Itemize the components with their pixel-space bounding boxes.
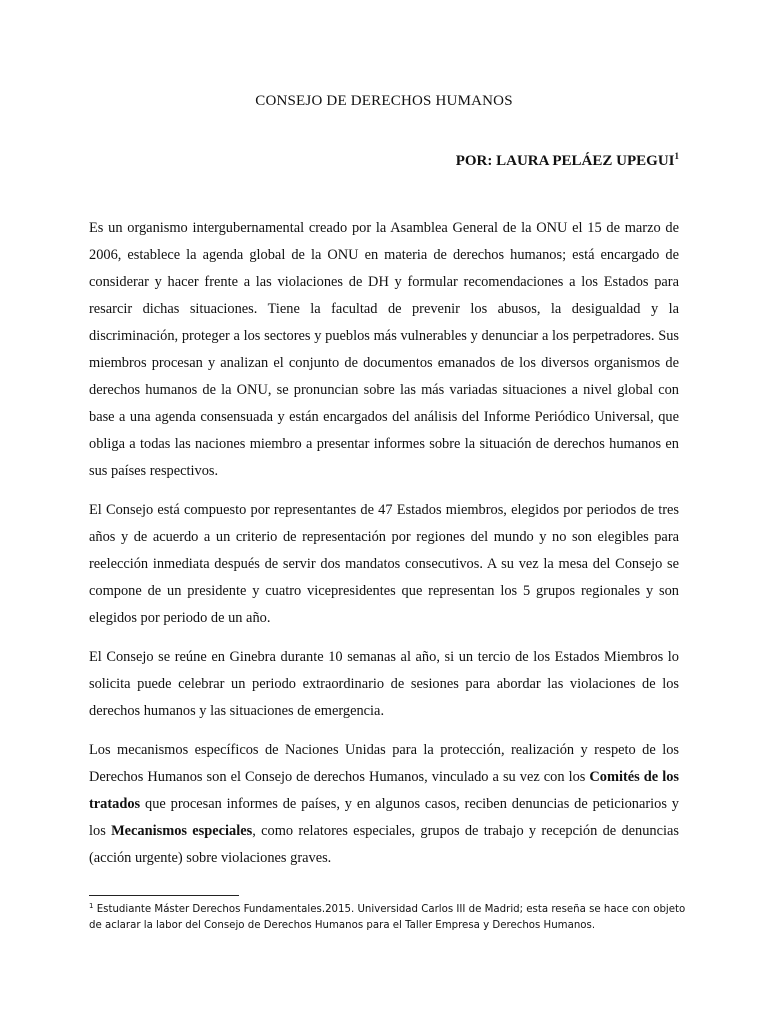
footnote-divider — [89, 895, 239, 896]
footnote-mark: 1 — [89, 902, 94, 910]
paragraph-1: Es un organismo intergubernamental creado por la Asamblea General de la ONU el 15 de marzo de 2006, establece la agenda global de la ONU en materia de derechos humanos; está encargado de considerar y hacer frente a las violaciones de DH y formular recomendaciones a los Estados para resarcir dichas situaciones. Tiene la facultad de prevenir los abusos, la desigualdad y la discriminación, proteger a los sectores y pueblos más vulnerables y denunciar a los perpetradores. Sus miembros procesan y analizan el conjunto de documentos emanados de los diversos organismos de derechos humanos de la ONU, se pronuncian sobre las más variadas situaciones a nivel global con base a una agenda consensuada y están encargados del análisis del Informe Periódico Universal, que obliga a todas las naciones miembro a presentar informes sobre la situación de derechos humanos en sus países respectivos. — [89, 220, 679, 479]
author-line — [456, 151, 679, 170]
paragraph-4-text-3: , como relatores especiales, grupos de trabajo y recepción de denuncias (acción urgente) sobre violaciones graves. — [89, 823, 679, 866]
document-body — [89, 215, 679, 884]
footnote — [89, 898, 689, 934]
paragraph-4-text-2: que procesan informes de países, y en algunos casos, reciben denuncias de peticionarios y los — [89, 796, 679, 839]
paragraph-3: El Consejo se reúne en Ginebra durante 10 semanas al año, si un tercio de los Estados Miembros lo solicita puede celebrar un periodo extraordinario de sesiones para abordar las violaciones de los derechos humanos y las situaciones de emergencia. — [89, 649, 679, 719]
footnote-text: Estudiante Máster Derechos Fundamentales.2015. Universidad Carlos III de Madrid; esta reseña se hace con objeto de aclarar la labor del Consejo de Derechos Humanos para el Taller Empresa y Derechos Humanos. — [89, 904, 686, 931]
paragraph-4-bold-2: Mecanismos especiales — [111, 823, 253, 839]
paragraph-4-text-1: Los mecanismos específicos de Naciones Unidas para la protección, realización y respeto de los Derechos Humanos son el Consejo de derechos Humanos, vinculado a su vez con los — [89, 742, 679, 785]
paragraph-4 — [89, 737, 679, 872]
page-title: CONSEJO DE DERECHOS HUMANOS — [255, 93, 513, 109]
author-footnote-mark: 1 — [674, 151, 679, 161]
author-name: POR: LAURA PELÁEZ UPEGUI — [455, 153, 675, 169]
paragraph-2: El Consejo está compuesto por representantes de 47 Estados miembros, elegidos por periodos de tres años y de acuerdo a un criterio de representación por regiones del mundo y no son elegibles para reelección inmediata después de servir dos mandatos consecutivos. A su vez la mesa del Consejo se compone de un presidente y cuatro vicepresidentes que representan los 5 grupos regionales y son elegidos por periodo de un año. — [89, 502, 679, 626]
paragraph-4-bold-1: Comités de los tratados — [89, 769, 680, 812]
